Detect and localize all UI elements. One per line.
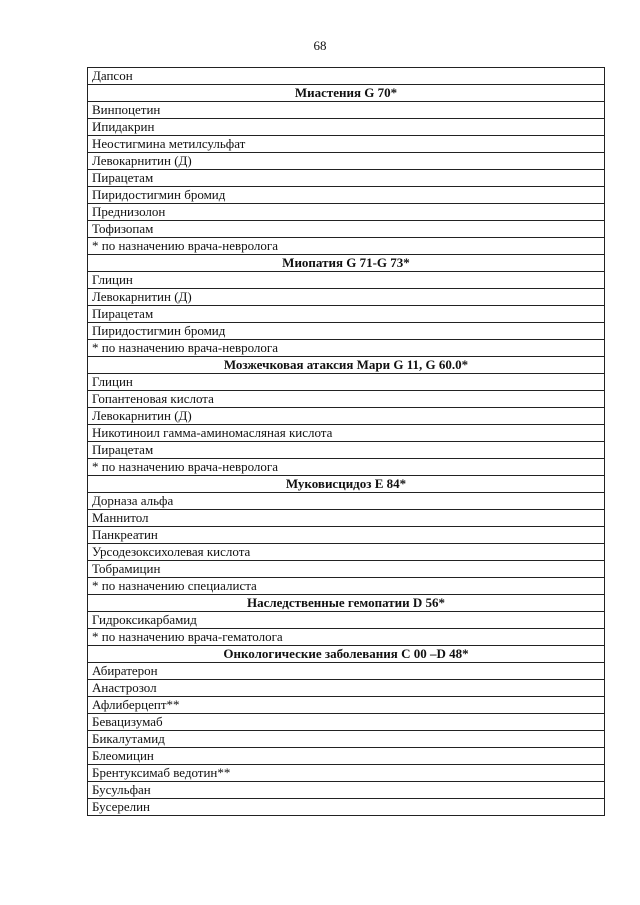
table-row — [88, 170, 605, 187]
drug-name: Пиридостигмин бромид — [88, 187, 605, 204]
section-row — [88, 255, 605, 272]
section-row — [88, 357, 605, 374]
drug-name: Абиратерон — [88, 663, 605, 680]
section-heading: Миастения G 70* — [88, 85, 605, 102]
prescription-note: * по назначению врача-невролога — [88, 459, 605, 476]
drug-name: Дапсон — [88, 68, 605, 85]
prescription-note: * по назначению врача-гематолога — [88, 629, 605, 646]
section-heading: Муковисцидоз Е 84* — [88, 476, 605, 493]
table-row — [88, 391, 605, 408]
table-row — [88, 493, 605, 510]
drug-name: Левокарнитин (Д) — [88, 153, 605, 170]
table-row — [88, 663, 605, 680]
drug-name: Гидроксикарбамид — [88, 612, 605, 629]
drug-name: Левокарнитин (Д) — [88, 289, 605, 306]
section-heading: Мозжечковая атаксия Мари G 11, G 60.0* — [88, 357, 605, 374]
table-row — [88, 561, 605, 578]
drug-name: Брентуксимаб ведотин** — [88, 765, 605, 782]
drug-name: Ипидакрин — [88, 119, 605, 136]
drug-name: Анастрозол — [88, 680, 605, 697]
prescription-note: * по назначению специалиста — [88, 578, 605, 595]
table-row — [88, 527, 605, 544]
drug-name: Пирацетам — [88, 442, 605, 459]
prescription-note: * по назначению врача-невролога — [88, 340, 605, 357]
drug-name: Винпоцетин — [88, 102, 605, 119]
table-row — [88, 748, 605, 765]
drug-name: Неостигмина метилсульфат — [88, 136, 605, 153]
table-row — [88, 544, 605, 561]
section-row — [88, 646, 605, 663]
drug-name: Бикалутамид — [88, 731, 605, 748]
drug-name: Блеомицин — [88, 748, 605, 765]
table-row — [88, 153, 605, 170]
drug-name: Гопантеновая кислота — [88, 391, 605, 408]
drug-name: Тофизопам — [88, 221, 605, 238]
drug-name: Глицин — [88, 374, 605, 391]
table-row — [88, 578, 605, 595]
section-row — [88, 476, 605, 493]
table-row — [88, 765, 605, 782]
drug-name: Преднизолон — [88, 204, 605, 221]
drug-name: Левокарнитин (Д) — [88, 408, 605, 425]
table-row — [88, 425, 605, 442]
drug-name: Панкреатин — [88, 527, 605, 544]
drug-name: Бевацизумаб — [88, 714, 605, 731]
table-row — [88, 323, 605, 340]
table-row — [88, 68, 605, 85]
drug-name: Никотиноил гамма-аминомасляная кислота — [88, 425, 605, 442]
table-row — [88, 204, 605, 221]
table-row — [88, 119, 605, 136]
drug-name: Пирацетам — [88, 170, 605, 187]
drug-name: Глицин — [88, 272, 605, 289]
table-row — [88, 629, 605, 646]
drug-name: Бусульфан — [88, 782, 605, 799]
table-row — [88, 408, 605, 425]
section-row — [88, 85, 605, 102]
table-row — [88, 136, 605, 153]
table-row — [88, 680, 605, 697]
drug-list-table — [87, 67, 605, 816]
section-heading: Наследственные гемопатии D 56* — [88, 595, 605, 612]
table-row — [88, 459, 605, 476]
drug-name: Маннитол — [88, 510, 605, 527]
table-row — [88, 221, 605, 238]
table-row — [88, 731, 605, 748]
drug-name: Пирацетам — [88, 306, 605, 323]
table-row — [88, 799, 605, 816]
table-row — [88, 272, 605, 289]
prescription-note: * по назначению врача-невролога — [88, 238, 605, 255]
table-row — [88, 612, 605, 629]
table-row — [88, 374, 605, 391]
table-row — [88, 510, 605, 527]
table-row — [88, 782, 605, 799]
table-row — [88, 714, 605, 731]
drug-name: Афлиберцепт** — [88, 697, 605, 714]
section-heading: Миопатия G 71-G 73* — [88, 255, 605, 272]
drug-name: Урсодезоксихолевая кислота — [88, 544, 605, 561]
table-row — [88, 238, 605, 255]
table-row — [88, 697, 605, 714]
table-row — [88, 340, 605, 357]
section-heading: Онкологические заболевания С 00 –D 48* — [88, 646, 605, 663]
table-row — [88, 442, 605, 459]
table-row — [88, 187, 605, 204]
drug-name: Тобрамицин — [88, 561, 605, 578]
drug-name: Дорназа альфа — [88, 493, 605, 510]
page-number: 68 — [313, 38, 327, 53]
drug-name: Бусерелин — [88, 799, 605, 816]
drug-name: Пиридостигмин бромид — [88, 323, 605, 340]
table-row — [88, 306, 605, 323]
table-row — [88, 289, 605, 306]
table-row — [88, 102, 605, 119]
section-row — [88, 595, 605, 612]
drug-list-body — [88, 68, 605, 816]
